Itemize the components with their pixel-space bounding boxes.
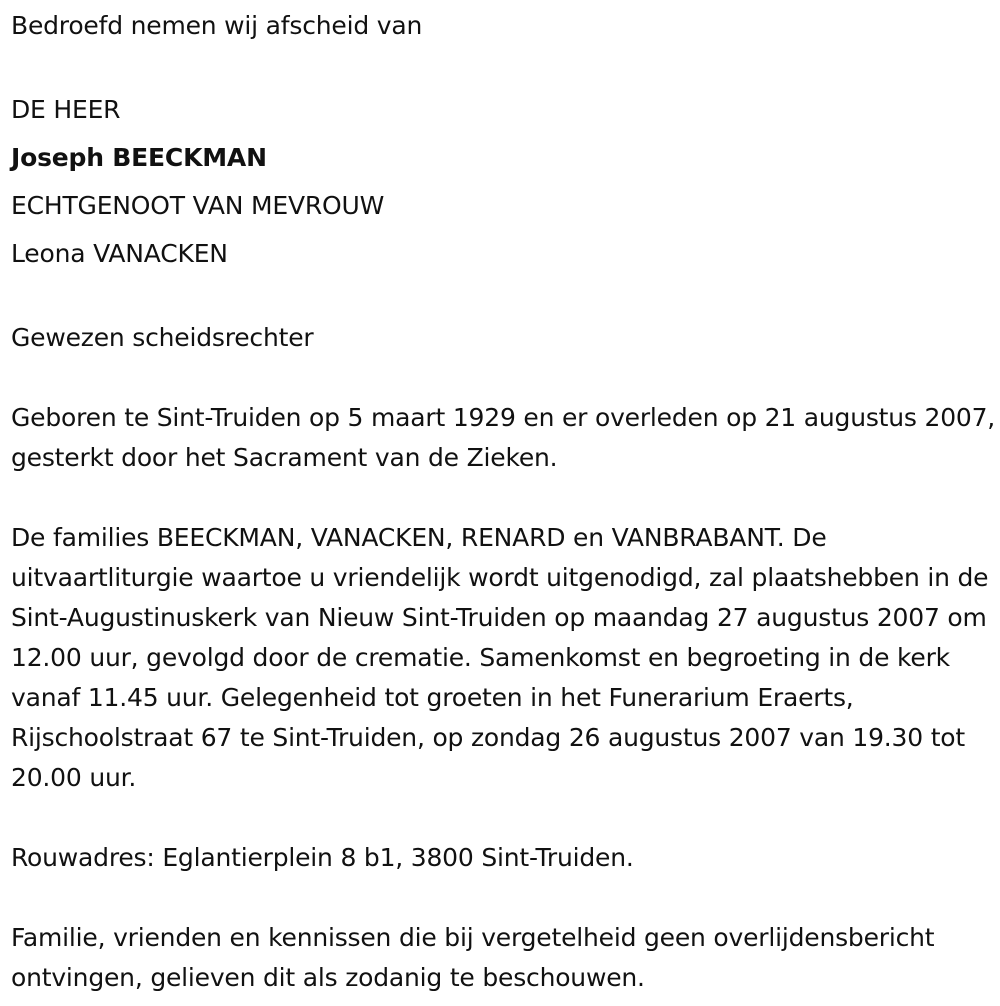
spouse-label: ECHTGENOOT VAN MEVROUW xyxy=(11,191,385,220)
closing-paragraph: Familie, vrienden en kennissen die bij vergetelheid geen overlijdensbericht ontvingen, gelieven dit als zodanig te beschouwen. xyxy=(11,923,935,992)
spacer xyxy=(11,46,996,86)
birth-death-paragraph: Geboren te Sint-Truiden op 5 maart 1929 en er overleden op 21 augustus 2007, gesterkt door het Sacrament van de Zieken. xyxy=(11,403,996,472)
spacer xyxy=(11,278,996,318)
families-liturgy-paragraph: De families BEECKMAN, VANACKEN, RENARD en VANBRABANT. De uitvaartliturgie waartoe u vriendelijk wordt uitgenodigd, zal plaatshebben in de Sint-Augustinuskerk van Nieuw Sint-Truiden op maandag 27 augustus 2007 om 12.00 uur, gevolgd door de crematie. Samenkomst en begroeting in de kerk vanaf 11.45 uur. Gelegenheid tot groeten in het Funerarium Eraerts, Rijschoolstraat 67 te Sint-Truiden, op zondag 26 augustus 2007 van 19.30 tot 20.00 uur. xyxy=(11,523,989,792)
obituary-notice xyxy=(11,0,996,998)
spacer xyxy=(11,798,996,838)
spacer xyxy=(11,478,996,518)
intro-text: Bedroefd nemen wij afscheid van xyxy=(11,11,423,40)
deceased-name: Joseph BEECKMAN xyxy=(11,143,267,172)
spacer xyxy=(11,878,996,918)
spouse-name: Leona VANACKEN xyxy=(11,239,228,268)
mourning-address: Rouwadres: Eglantierplein 8 b1, 3800 Sint-Truiden. xyxy=(11,843,634,872)
honorific-title: DE HEER xyxy=(11,95,121,124)
spacer xyxy=(11,358,996,398)
occupation-text: Gewezen scheidsrechter xyxy=(11,323,314,352)
